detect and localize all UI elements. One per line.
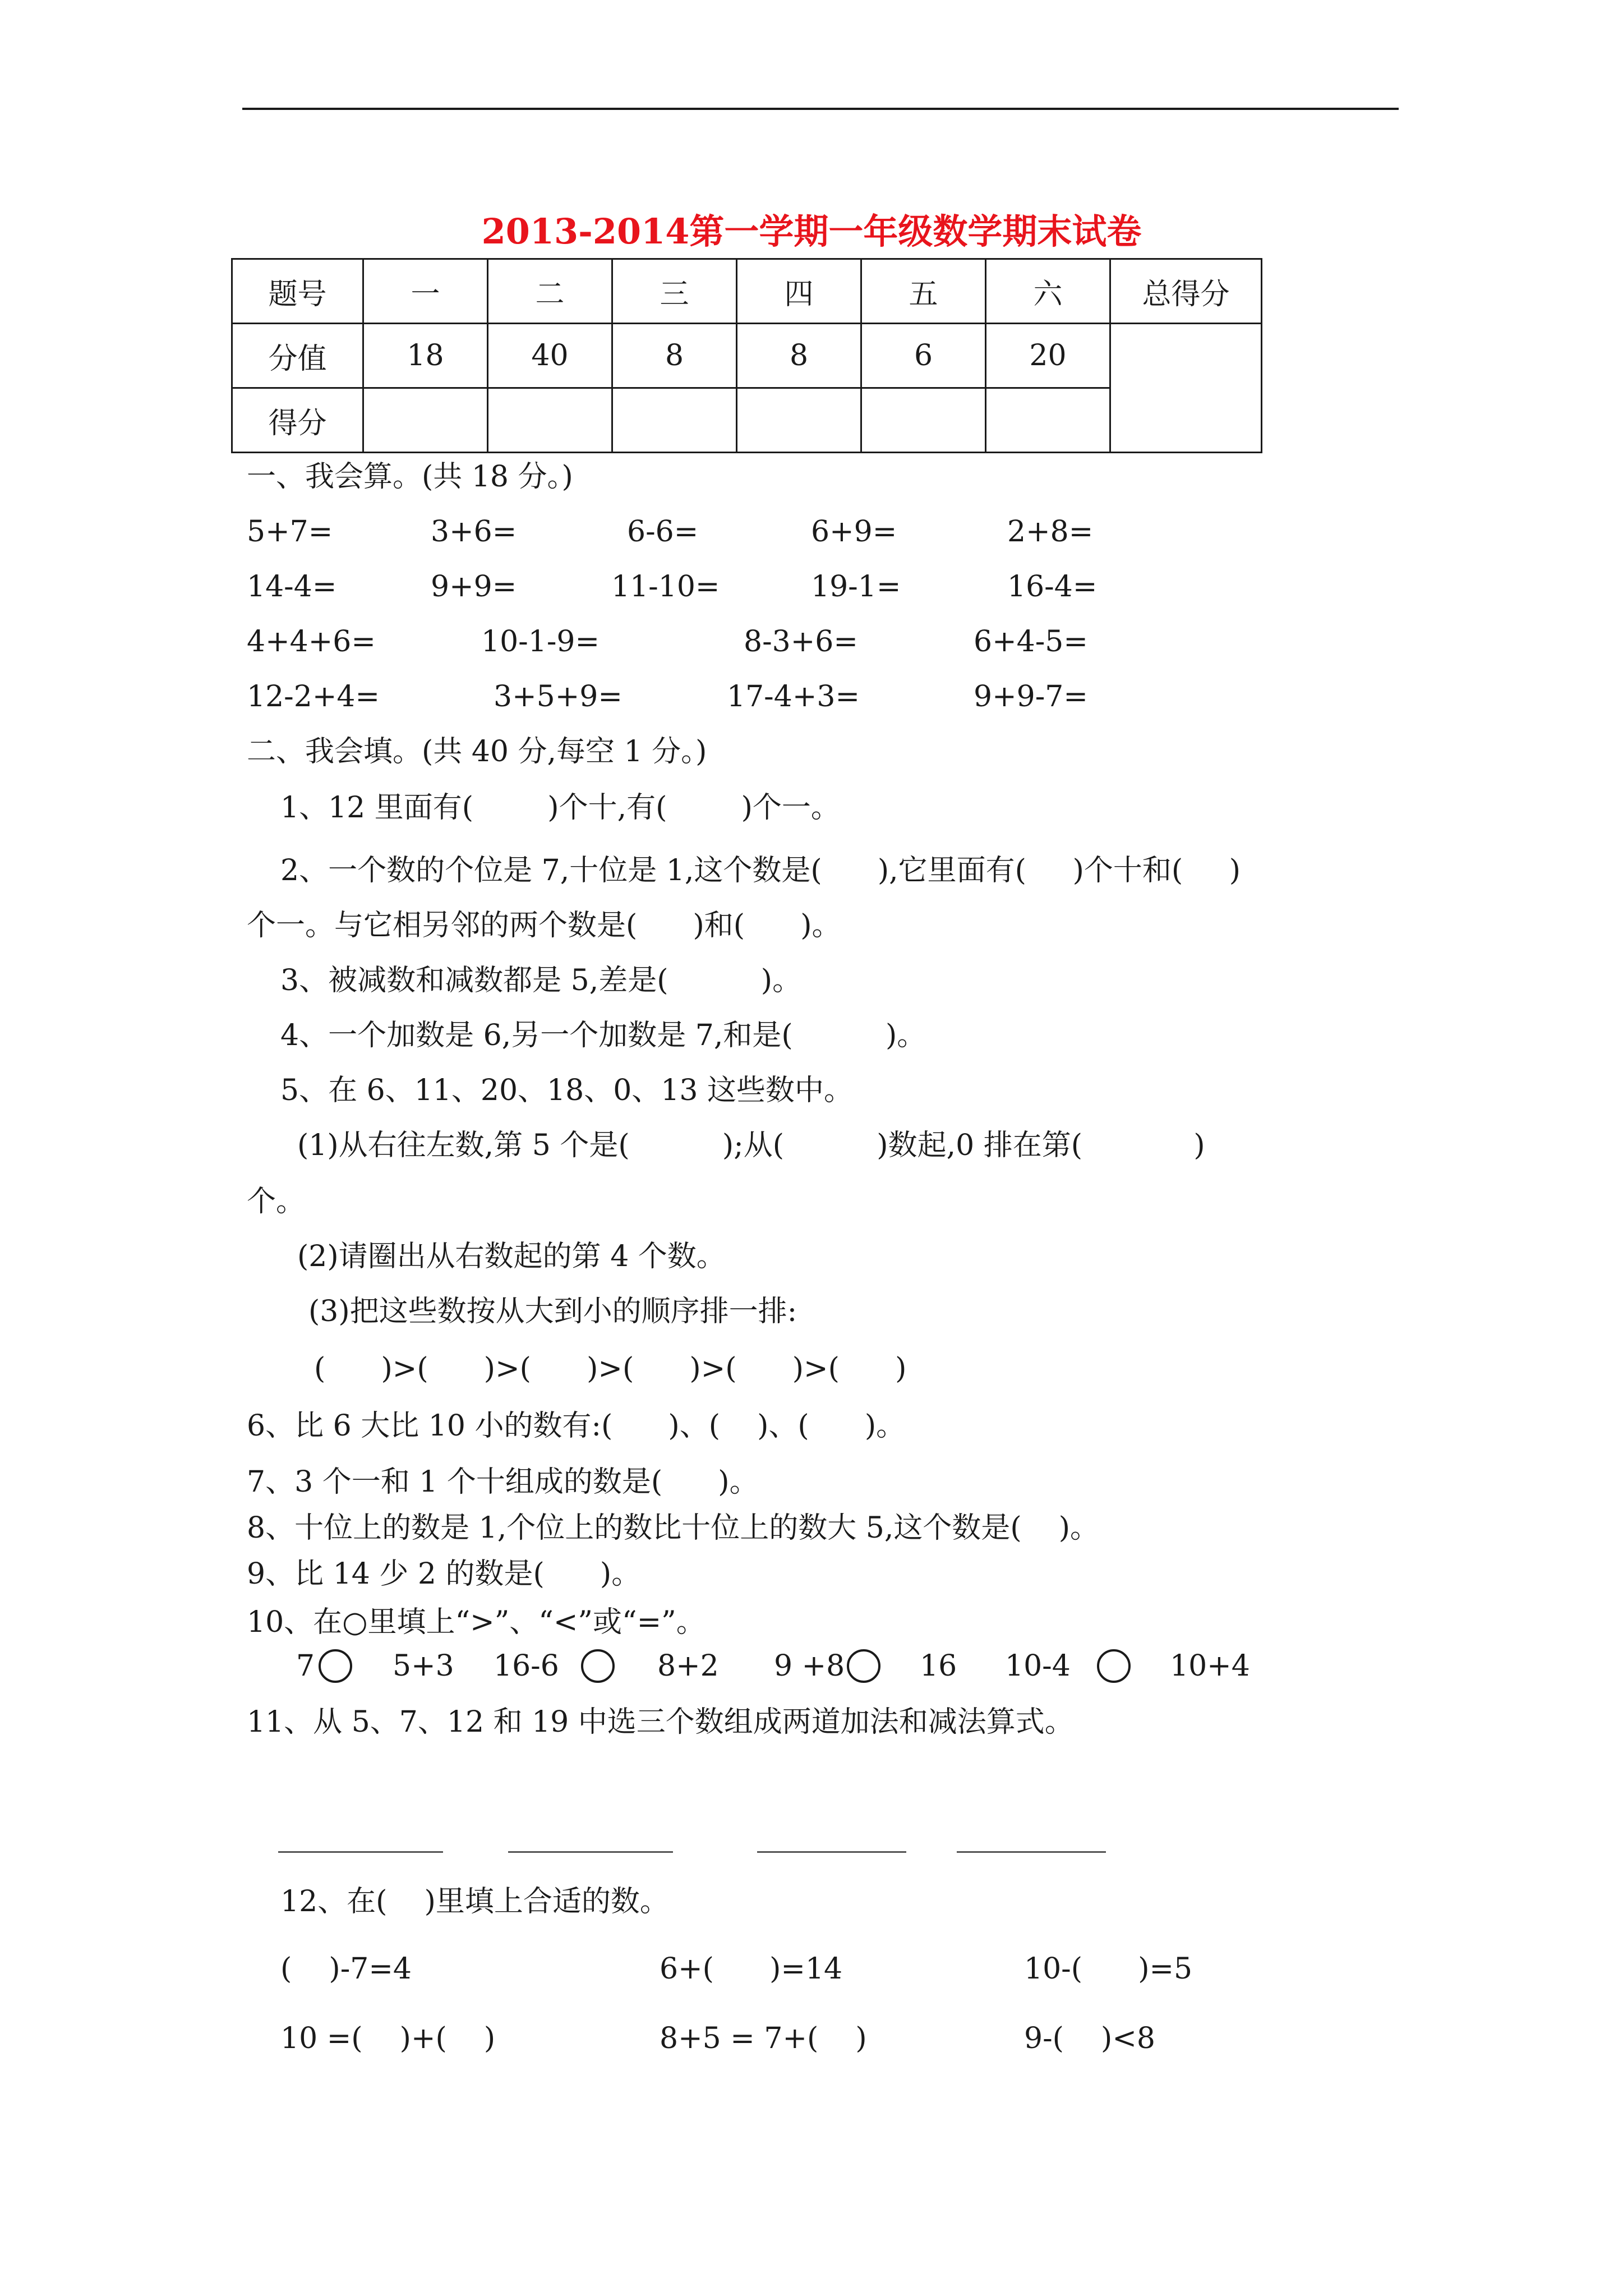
question: (2)请圈出从右数起的第 4 个数。 [297, 1240, 726, 1273]
problem: 19-1= [811, 570, 901, 604]
table-cell: 20 [986, 324, 1110, 388]
problem: 3+6= [431, 515, 517, 549]
question: 6、比 6 大比 10 小的数有:( )、( )、( )。 [247, 1409, 906, 1443]
problem: 14-4= [247, 570, 337, 604]
problem: 3+5+9= [494, 680, 623, 714]
fill-problem: ( )-7=4 [280, 1952, 412, 1986]
compare-circle[interactable] [581, 1649, 615, 1683]
question: 7、3 个一和 1 个十组成的数是( )。 [247, 1465, 759, 1499]
table-cell: 8 [612, 324, 737, 388]
compare-right: 8+2 [657, 1649, 719, 1683]
problem: 5+7= [247, 515, 333, 549]
compare-right: 5+3 [393, 1649, 454, 1683]
table-cell: 8 [737, 324, 861, 388]
table-row [232, 388, 1262, 453]
top-rule [242, 108, 1399, 110]
question: 12、在( )里填上合适的数。 [280, 1885, 669, 1918]
problem: 17-4+3= [727, 680, 860, 714]
question: 1、12 里面有( )个十,有( )个一。 [280, 791, 840, 825]
answer-line[interactable] [508, 1851, 673, 1853]
question: 3、被减数和减数都是 5,差是( )。 [280, 964, 802, 997]
compare-circle[interactable] [847, 1649, 880, 1683]
table-cell: 五 [861, 259, 986, 324]
compare-left: 16-6 [494, 1649, 559, 1683]
problem: 6+4-5= [974, 625, 1088, 659]
fill-problem: 10 =( )+( ) [280, 2022, 496, 2055]
fill-problem: 10-( )=5 [1024, 1952, 1193, 1986]
compare-left: 9 +8 [774, 1649, 845, 1683]
compare-right: 10+4 [1170, 1649, 1250, 1683]
compare-circle[interactable] [1097, 1649, 1131, 1683]
fill-problem: 8+5 = 7+( ) [660, 2022, 867, 2055]
score-input-cell[interactable] [861, 388, 986, 453]
compare-circle[interactable] [319, 1649, 352, 1683]
section2-heading: 二、我会填。(共 40 分,每空 1 分。) [247, 735, 707, 769]
fill-problem: 9-( )<8 [1024, 2022, 1155, 2055]
problem: 6-6= [627, 515, 699, 549]
compare-left: 10-4 [1005, 1649, 1071, 1683]
score-input-cell[interactable] [737, 388, 861, 453]
score-table [231, 258, 1262, 453]
problem: 9+9-7= [974, 680, 1088, 714]
table-cell: 题号 [232, 259, 363, 324]
table-cell: 三 [612, 259, 737, 324]
compare-left: 7 [296, 1649, 315, 1683]
problem: 4+4+6= [247, 625, 376, 659]
question: (3)把这些数按从大到小的顺序排一排: [308, 1295, 797, 1328]
question: 个一。与它相另邻的两个数是( )和( )。 [247, 909, 841, 942]
page-title: 2013-2014第一学期一年级数学期末试卷 [481, 211, 1142, 252]
score-input-cell[interactable] [488, 388, 612, 453]
problem: 12-2+4= [247, 680, 380, 714]
question: 2、一个数的个位是 7,十位是 1,这个数是( ),它里面有( )个十和( ) [280, 854, 1241, 887]
table-cell: 得分 [232, 388, 363, 453]
problem: 2+8= [1007, 515, 1094, 549]
question: 11、从 5、7、12 和 19 中选三个数组成两道加法和减法算式。 [247, 1705, 1074, 1739]
table-cell: 六 [986, 259, 1110, 324]
problem: 16-4= [1007, 570, 1098, 604]
answer-line[interactable] [957, 1851, 1106, 1853]
question: (1)从右往左数,第 5 个是( );从( )数起,0 排在第( ) [297, 1129, 1205, 1162]
question: 4、一个加数是 6,另一个加数是 7,和是( )。 [280, 1019, 926, 1052]
section1-heading: 一、我会算。(共 18 分。) [247, 460, 573, 494]
problem: 8-3+6= [744, 625, 858, 659]
table-cell: 总得分 [1110, 259, 1262, 324]
ordering-blanks[interactable]: ( )>( )>( )>( )>( )>( ) [314, 1352, 907, 1386]
problem: 10-1-9= [481, 625, 600, 659]
table-row [232, 324, 1262, 388]
compare-right: 16 [920, 1649, 957, 1683]
question: 个。 [247, 1185, 306, 1218]
problem: 11-10= [611, 570, 720, 604]
question: 9、比 14 少 2 的数是( )。 [247, 1557, 641, 1591]
table-cell: 四 [737, 259, 861, 324]
total-score-cell[interactable] [1110, 324, 1262, 453]
table-cell: 40 [488, 324, 612, 388]
score-input-cell[interactable] [612, 388, 737, 453]
table-cell: 分值 [232, 324, 363, 388]
table-cell: 18 [363, 324, 488, 388]
problem: 9+9= [431, 570, 517, 604]
problem: 6+9= [811, 515, 897, 549]
table-cell: 一 [363, 259, 488, 324]
table-row [232, 259, 1262, 324]
answer-line[interactable] [278, 1851, 443, 1853]
score-input-cell[interactable] [986, 388, 1110, 453]
table-cell: 6 [861, 324, 986, 388]
fill-problem: 6+( )=14 [660, 1952, 843, 1986]
answer-line[interactable] [757, 1851, 906, 1853]
question: 10、在○里填上“>”、“<”或“=”。 [247, 1605, 706, 1639]
table-cell: 二 [488, 259, 612, 324]
score-input-cell[interactable] [363, 388, 488, 453]
question: 5、在 6、11、20、18、0、13 这些数中。 [280, 1074, 853, 1107]
question: 8、十位上的数是 1,个位上的数比十位上的数大 5,这个数是( )。 [247, 1511, 1100, 1545]
